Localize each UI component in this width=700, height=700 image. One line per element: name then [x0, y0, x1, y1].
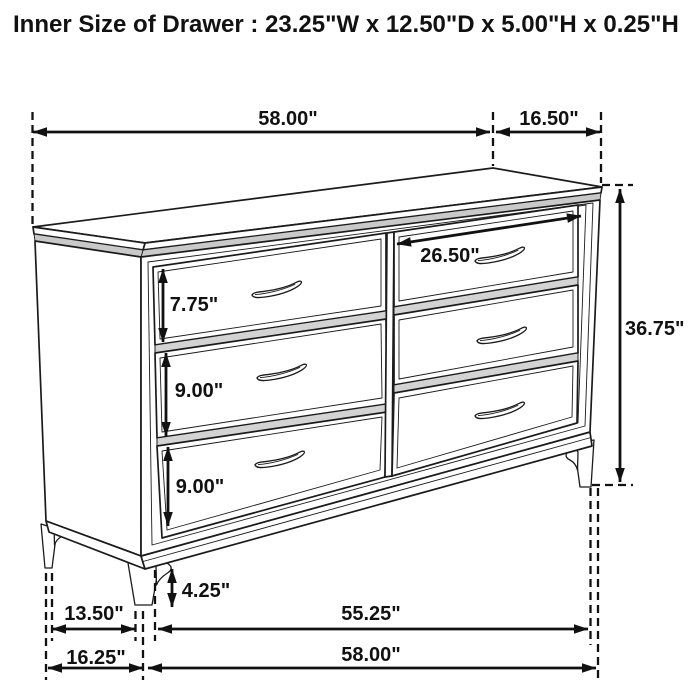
page-title: Inner Size of Drawer : 23.25"W x 12.50"D x 5.00"H x 0.25"H — [13, 11, 679, 38]
left-side-panel — [35, 241, 141, 556]
dim-label-top-width: 58.00" — [258, 108, 318, 130]
dim-label-middle-drawer-height: 9.00" — [174, 380, 224, 402]
dim-label-drawer-front-width: 26.50" — [420, 245, 480, 267]
dim-label-side-depth: 13.50" — [64, 603, 124, 625]
dresser-drawing — [33, 168, 602, 605]
dim-label-bottom-drawer-height: 9.00" — [175, 476, 225, 498]
dim-label-base-width: 58.00" — [341, 644, 401, 666]
dim-label-base-depth: 16.25" — [66, 647, 126, 669]
dim-label-top-drawer-height: 7.75" — [169, 294, 219, 316]
dim-label-overall-height: 36.75" — [625, 318, 685, 340]
dim-label-front-width: 55.25" — [341, 603, 401, 625]
dim-label-top-depth: 16.50" — [519, 108, 579, 130]
dim-label-leg-height: 4.25" — [181, 580, 231, 602]
